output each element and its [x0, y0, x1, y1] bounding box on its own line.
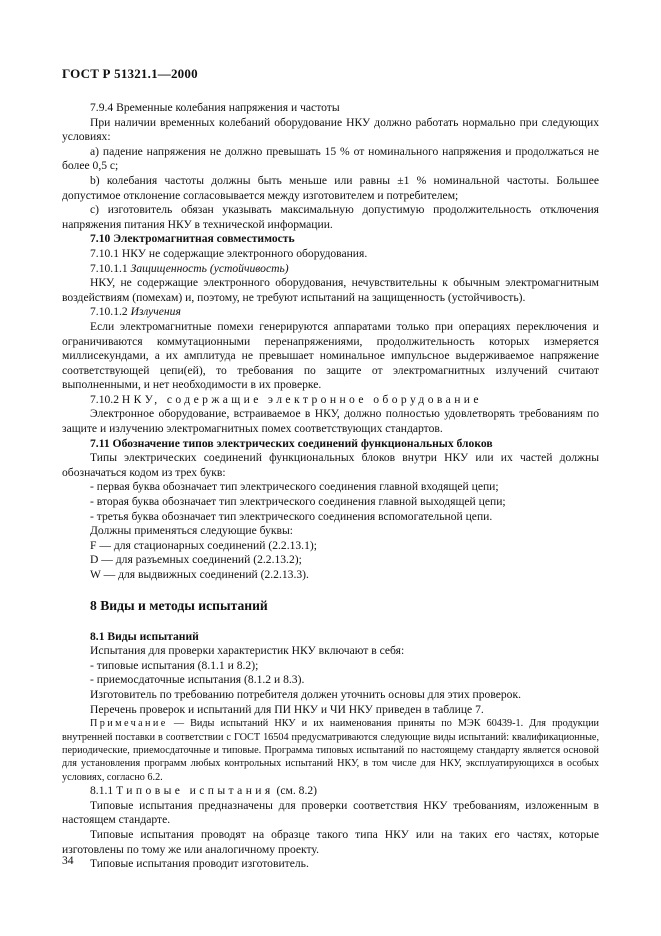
clause-title: Излучения [130, 305, 181, 319]
list-item: F — для стационарных соединений (2.2.13.1); [90, 538, 317, 552]
clause-number: 7.10.2 [90, 392, 119, 406]
page-body [62, 101, 599, 872]
paragraph: Типовые испытания проводит изготовитель. [90, 857, 309, 871]
paragraph: При наличии временных колебаний оборудование НКУ должно работать нормально при следующих условиях: [62, 115, 599, 144]
clause-number: 8.1.1 [90, 784, 114, 798]
list-item: b) колебания частоты должны быть меньше или равны ±1 % номинальной частоты. Большее допустимое отклонение согласовывается между изготовителем и потребителем; [62, 173, 599, 202]
paragraph: Типы электрических соединений функциональных блоков внутри НКУ или их частей должны обозначаться кодом из трех букв: [62, 451, 599, 479]
clause-title: Защищенность (устойчивость) [130, 261, 289, 275]
list-item: W — для выдвижных соединений (2.2.13.3). [90, 568, 309, 581]
standard-header: ГОСТ Р 51321.1—2000 [62, 66, 198, 81]
list-item: с) изготовитель обязан указывать максимальную допустимую продолжительность отключения напряжения питания НКУ в технической информации. [62, 203, 599, 231]
paragraph: Если электромагнитные помехи генерируются аппаратами только при операциях переключения и ограничиваются коммутационными перенапряжениями, продолжительность которых измеряется миллисекундами, а их амплитуда не превышает номинальное импульсное выдерживаемое напряжение соответствующей цепи(ей), то требования по защите от электромагнитных излучений считают выполненными, и нет необходимости в их проверке. [62, 319, 599, 392]
paragraph: Изготовитель по требованию потребителя должен уточнить основы для этих проверок. [90, 687, 522, 701]
list-item: - третья буква обозначает тип электрического соединения вспомогательной цепи. [90, 509, 493, 523]
paragraph: Должны применяться следующие буквы: [90, 524, 294, 538]
section-7-9-4-title: 7.9.4 Временные колебания напряжения и частоты [90, 101, 340, 114]
note [62, 717, 599, 784]
page-number: 34 [62, 854, 74, 867]
section-7-11-heading: 7.11 Обозначение типов электрических соединений функциональных блоков [90, 436, 493, 450]
paragraph: Электронное оборудование, встраиваемое в НКУ, должно полностью удовлетворять требованиям по защите и излучению электромагнитных помех соответствующих стандартов. [62, 407, 599, 436]
list-item: - вторая буква обозначает тип электрического соединения главной выходящей цепи; [90, 495, 506, 509]
list-item: а) падение напряжения не должно превышать 15 % от номинального напряжения и продолжаться не более 0,5 с; [62, 144, 599, 173]
paragraph: 7.10.1 НКУ не содержащие электронного оборудования. [90, 246, 368, 260]
paragraph: Типовые испытания предназначены для проверки соответствия НКУ требованиям, изложенным в настоящем стандарте. [62, 798, 599, 827]
clause-title: НКУ, содержащие электронное оборудование [121, 392, 482, 406]
subsection-8-1-1-heading [62, 784, 599, 799]
subsection-7-10-1-1-heading [62, 262, 599, 277]
clause-number: 7.10.1.2 [90, 305, 128, 319]
subsection-7-10-1-2-heading [62, 305, 599, 320]
clause-title: Типовые испытания [116, 784, 274, 798]
clause-reference: (см. 8.2) [276, 784, 318, 798]
paragraph: Перечень проверок и испытаний для ПИ НКУ и ЧИ НКУ приведен в таблице 7. [90, 702, 484, 716]
list-item: D — для разъемных соединений (2.2.13.2); [90, 553, 302, 567]
section-8-1-heading: 8.1 Виды испытаний [90, 629, 199, 643]
section-8-heading: 8 Виды и методы испытаний [90, 597, 268, 613]
paragraph: Типовые испытания проводят на образце такого типа НКУ или на таких его частях, которые изготовлены по тому же или аналогичному проекту. [62, 827, 599, 856]
list-item: - приемосдаточные испытания (8.1.2 и 8.3). [90, 673, 305, 687]
list-item: - первая буква обозначает тип электрического соединения главной входящей цепи; [90, 480, 499, 494]
list-item: - типовые испытания (8.1.1 и 8.2); [90, 658, 259, 672]
clause-number: 7.10.1.1 [90, 261, 128, 275]
note-label: Примечание [90, 718, 168, 730]
subsection-7-10-2-heading [62, 393, 599, 408]
paragraph: НКУ, не содержащие электронного оборудования, нечувствительны к обычным электромагнитным воздействиям (помехам) и, поэтому, не требуют испытаний на защищенность (устойчивость). [62, 276, 599, 304]
section-7-10-heading: 7.10 Электромагнитная совместимость [90, 232, 295, 246]
paragraph: Испытания для проверки характеристик НКУ включают в себя: [90, 644, 405, 658]
note-text: — Виды испытаний НКУ и их наименования приняты по МЭК 60439-1. Для продукции внутренней поставки в соответствии с ГОСТ 16504 предусматриваются следующие виды испытаний: квалификационные, периодические, приемосдаточные и типовые. Программа типовых испытаний по настоящему стандарту является основой для установления программ любых контрольных испытаний НКУ, в том числе для НКУ, эксплуатирующихся в особых условиях, согласно 6.2. [62, 718, 599, 783]
